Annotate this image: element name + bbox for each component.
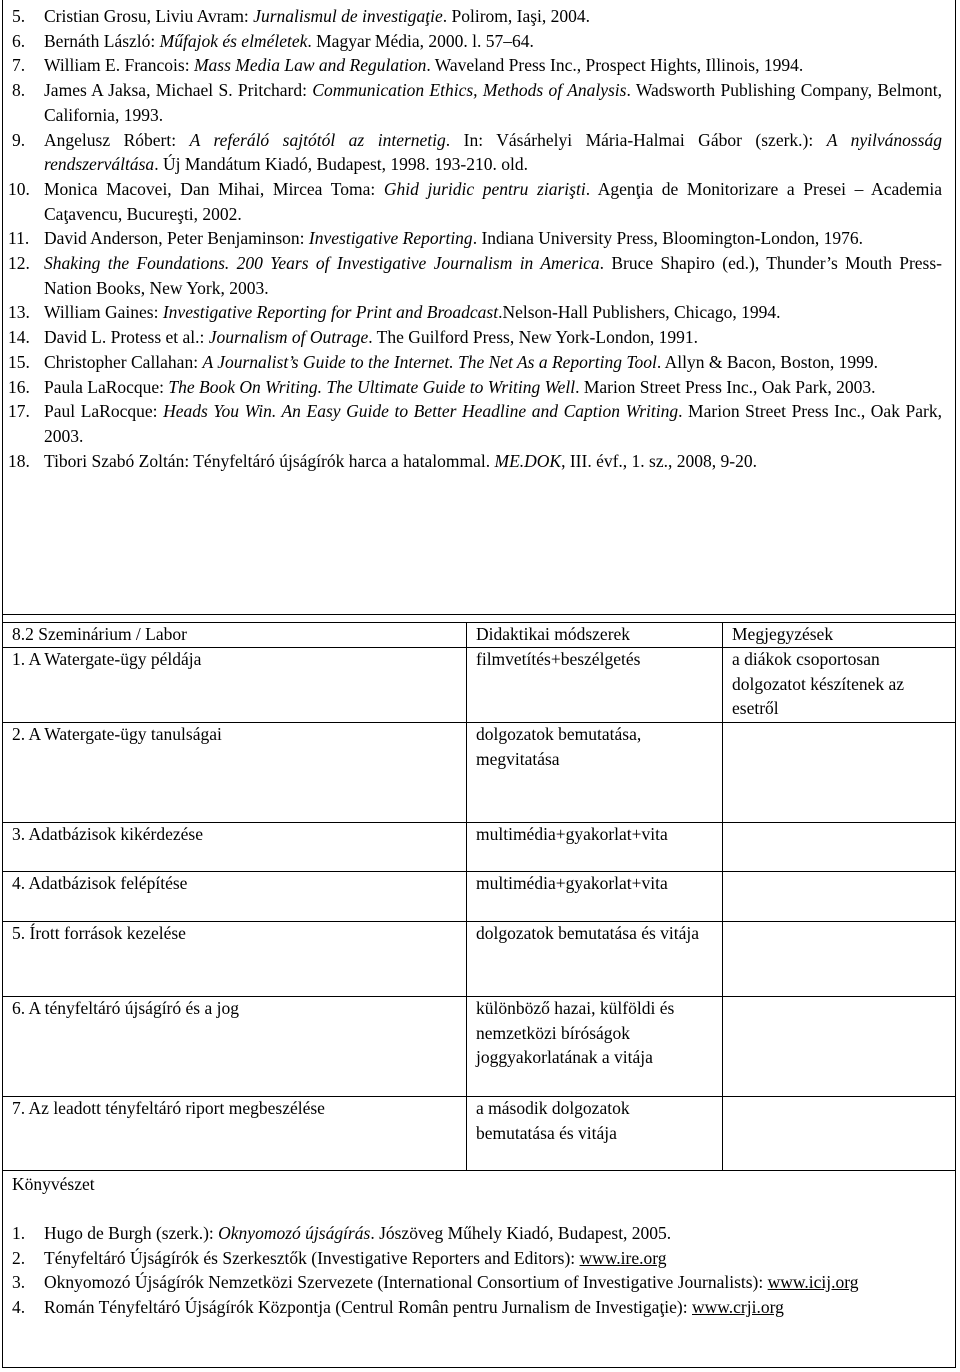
- reference-text: . Agenţia de Monitorizare a Presei – Academia Caţavencu, Bucureşti, 2002.: [44, 178, 942, 224]
- reference-item-number: 15.: [8, 351, 30, 372]
- reference-text: . Marion Street Press Inc., Oak Park, 2003.: [44, 401, 942, 446]
- reference-text: Paula LaRocque:: [44, 376, 169, 397]
- reference-text: . Allyn & Bacon, Boston, 1999.: [656, 351, 878, 372]
- reference-text: . Új Mandátum Kiadó, Budapest, 1998. 193-210. old.: [154, 154, 528, 175]
- table-header-notes: Megjegyzések: [732, 624, 834, 644]
- reference-item: [0, 251, 950, 300]
- reference-text: . Magyar Média, 2000. l. 57–64.: [307, 30, 534, 51]
- reference-item-number: 10.: [8, 178, 30, 199]
- reference-item: [0, 226, 950, 251]
- reference-text: . Bruce Shapiro (ed.), Thunder’s Mouth Press-Nation Books, New York, 2003.: [44, 253, 942, 298]
- reference-title: Shaking the Foundations. 200 Years of Investigative Journalism in America: [44, 253, 600, 274]
- reference-item: [0, 375, 950, 400]
- reference-text: . In: Vásárhelyi Mária-Halmai Gábor (szerk.):: [445, 129, 827, 150]
- reference-item-number: 8.: [12, 80, 26, 101]
- table-column-divider: [466, 622, 467, 1170]
- bibliography-item-number: 4.: [12, 1297, 26, 1318]
- section-divider: [2, 614, 956, 615]
- reference-title: A Journalist’s Guide to the Internet. The Net As a Reporting Tool: [202, 351, 657, 372]
- reference-title: Ghid juridic pentru ziarişti: [383, 178, 586, 199]
- reference-link[interactable]: www.icij.org: [767, 1272, 859, 1293]
- reference-title: Heads You Win. An Easy Guide to Better Headline and Caption Writing: [163, 401, 679, 422]
- reference-item-number: 9.: [12, 129, 26, 150]
- reference-title: Jurnalismul de investigaţie: [253, 6, 443, 26]
- reference-text: . Polirom, Iaşi, 2004.: [442, 6, 591, 26]
- reference-text: Hugo de Burgh (szerk.):: [44, 1223, 219, 1243]
- reference-text: . The Guilford Press, New York-London, 1991.: [368, 327, 698, 348]
- reference-text: . Marion Street Press Inc., Oak Park, 2003.: [575, 376, 876, 397]
- bibliography-item: [0, 1270, 950, 1295]
- bibliography-item: [0, 1246, 950, 1271]
- reference-title: Oknyomozó újságírás: [218, 1223, 371, 1243]
- bibliography-title: Könyvészet: [12, 1174, 95, 1194]
- reference-item-number: 14.: [8, 327, 30, 348]
- reference-text: Paul LaRocque:: [44, 401, 164, 422]
- bibliography-list: [0, 1221, 950, 1320]
- table-cell-notes: a diákok csoportosan dolgozatot készítenek az esetről: [732, 649, 905, 719]
- bibliography-item-number: 1.: [12, 1223, 26, 1243]
- table-cell-topic: 3. Adatbázisok kikérdezése: [12, 824, 203, 844]
- reference-title: Investigative Reporting for Print and Broadcast: [162, 302, 499, 323]
- table-header-method: Didaktikai módszerek: [476, 624, 631, 644]
- reference-item: [0, 128, 950, 177]
- table-cell-method: dolgozatok bemutatása, megvitatása: [476, 724, 642, 769]
- reference-text: Tényfeltáró Újságírók és Szerkesztők (Investigative Reporters and Editors):: [44, 1247, 580, 1268]
- reference-item-number: 16.: [8, 376, 30, 397]
- reference-text: William E. Francois:: [44, 55, 194, 76]
- table-cell-topic: 6. A tényfeltáró újságíró és a jog: [12, 998, 239, 1018]
- reference-text: . Wadsworth Publishing Company, Belmont, California, 1993.: [44, 80, 942, 125]
- bibliography-item-number: 3.: [12, 1272, 26, 1293]
- reference-text: . Waveland Press Inc., Prospect Hights, Illinois, 1994.: [426, 55, 804, 76]
- table-cell-topic: 7. Az leadott tényfeltáró riport megbeszélése: [12, 1098, 325, 1118]
- table-cell-method: multimédia+gyakorlat+vita: [476, 873, 668, 893]
- table-cell-method: multimédia+gyakorlat+vita: [476, 824, 668, 844]
- reference-title: Investigative Reporting: [308, 228, 473, 249]
- reference-text: Oknyomozó Újságírók Nemzetközi Szervezete (International Consortium of Investigative Journalists):: [44, 1272, 768, 1293]
- reference-item: [0, 350, 950, 375]
- reference-item: [0, 4, 950, 29]
- reference-title: ME.DOK: [494, 450, 562, 471]
- reference-text: Tibori Szabó Zoltán: Tényfeltáró újságírók harca a hatalommal.: [44, 450, 495, 471]
- reference-text: . Jószöveg Műhely Kiadó, Budapest, 2005.: [370, 1223, 672, 1243]
- reference-text: , III. évf., 1. sz., 2008, 9-20.: [561, 450, 757, 471]
- reference-title: Communication Ethics, Methods of Analysis: [312, 80, 627, 101]
- reference-item-number: 11.: [8, 228, 30, 249]
- table-cell-method: különböző hazai, külföldi és nemzetközi bíróságok joggyakorlatának a vitája: [476, 998, 675, 1068]
- reference-item-number: 5.: [12, 6, 26, 26]
- bibliography-item: [0, 1221, 950, 1246]
- reference-text: William Gaines:: [44, 302, 163, 323]
- table-cell-topic: 4. Adatbázisok felépítése: [12, 873, 188, 893]
- reference-item: [0, 300, 950, 325]
- reference-text: . Indiana University Press, Bloomington-London, 1976.: [472, 228, 864, 249]
- table-bottom-border: [2, 1170, 956, 1171]
- reference-title: A nyilvánosság rendszerváltása: [44, 129, 942, 175]
- bibliography-item: [0, 1295, 950, 1320]
- reference-text: Angelusz Róbert:: [44, 129, 190, 150]
- table-cell-method: dolgozatok bemutatása és vitája: [476, 923, 700, 943]
- reference-item: [0, 53, 950, 78]
- reference-text: Monica Macovei, Dan Mihai, Mircea Toma:: [44, 178, 384, 199]
- reference-title: A referáló sajtótól az internetig: [189, 129, 446, 150]
- reference-item-number: 17.: [8, 401, 30, 422]
- reference-item-number: 13.: [8, 302, 30, 323]
- reference-item: [0, 29, 950, 54]
- reference-item: [0, 399, 950, 448]
- reference-link[interactable]: www.ire.org: [579, 1247, 667, 1268]
- reference-list: [0, 4, 950, 473]
- reference-link[interactable]: www.crji.org: [692, 1297, 784, 1318]
- reference-title: Mass Media Law and Regulation: [193, 55, 427, 76]
- reference-text: James A Jaksa, Michael S. Pritchard:: [44, 80, 313, 101]
- table-cell-topic: 2. A Watergate-ügy tanulságai: [12, 724, 222, 744]
- reference-text: Bernáth László:: [44, 30, 160, 51]
- table-column-divider: [722, 622, 723, 1170]
- reference-item-number: 12.: [8, 253, 30, 274]
- table-cell-method: filmvetítés+beszélgetés: [476, 649, 641, 669]
- reference-title: Műfajok és elméletek: [159, 30, 308, 51]
- reference-text: David L. Protess et al.:: [44, 327, 209, 348]
- table-cell-topic: 5. Írott források kezelése: [12, 923, 186, 943]
- table-cell-method: a második dolgozatok bemutatása és vitája: [476, 1098, 630, 1143]
- reference-item: [0, 325, 950, 350]
- reference-text: Cristian Grosu, Liviu Avram:: [44, 6, 254, 26]
- reference-item: [0, 78, 950, 127]
- reference-text: David Anderson, Peter Benjaminson:: [44, 228, 309, 249]
- reference-item: [0, 177, 950, 226]
- reference-item-number: 7.: [12, 55, 26, 76]
- reference-item: [0, 449, 950, 474]
- reference-title: Journalism of Outrage: [208, 327, 369, 348]
- bibliography-item-number: 2.: [12, 1247, 26, 1268]
- reference-text: Christopher Callahan:: [44, 351, 203, 372]
- reference-text: .Nelson-Hall Publishers, Chicago, 1994.: [498, 302, 781, 323]
- table-header-topic: 8.2 Szeminárium / Labor: [12, 624, 187, 644]
- reference-item-number: 18.: [8, 450, 30, 471]
- table-cell-topic: 1. A Watergate-ügy példája: [12, 649, 202, 669]
- reference-title: The Book On Writing. The Ultimate Guide to Writing Well: [168, 376, 576, 397]
- reference-text: Román Tényfeltáró Újságírók Központja (Centrul Român pentru Jurnalism de Investigaţie):: [44, 1297, 692, 1318]
- reference-item-number: 6.: [12, 30, 26, 51]
